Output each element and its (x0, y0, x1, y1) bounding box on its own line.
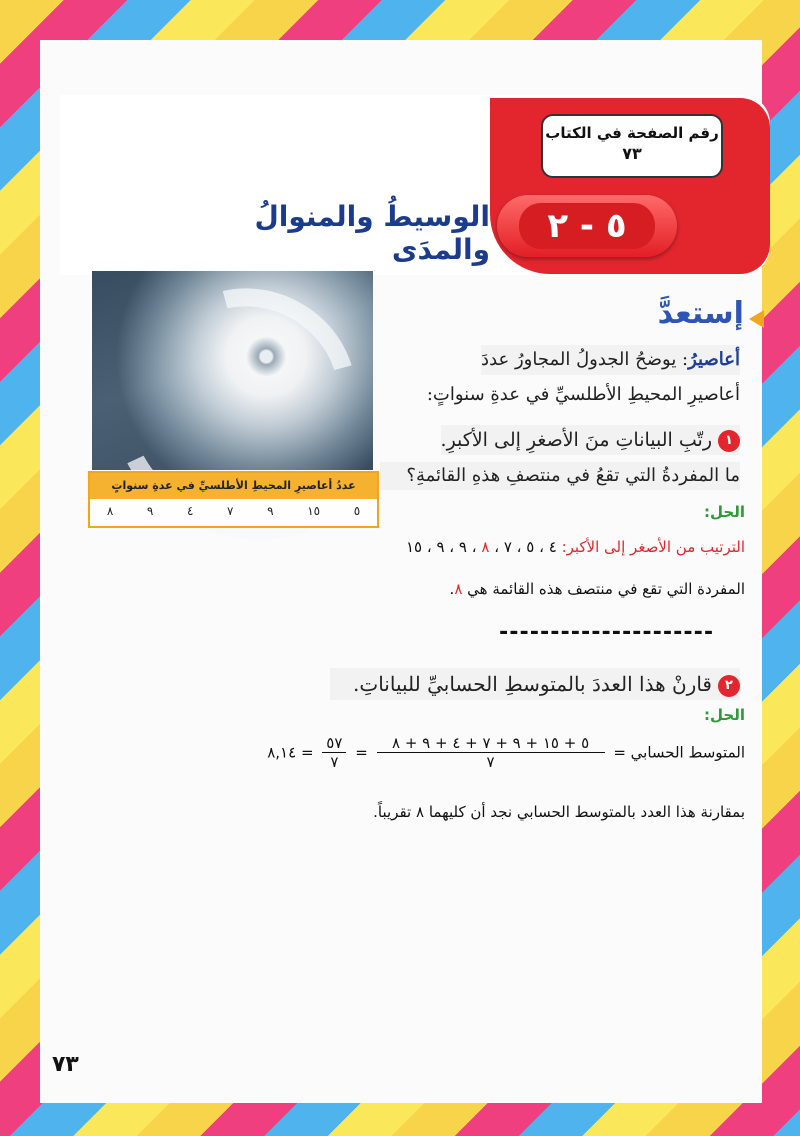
fraction-numerator: ٥ + ١٥ + ٩ + ٧ + ٤ + ٩ + ٨ (377, 734, 605, 753)
table-cell: ١٥ (307, 504, 321, 518)
page-number: ٧٣ (52, 1052, 79, 1077)
conclusion-text: بمقارنة هذا العدد بالمتوسط الحسابي نجد أن كليهما ٨ تقريباً. (373, 803, 745, 821)
intro-keyword: أعاصيرُ (688, 349, 740, 370)
intro-line-2: أعاصيرِ المحيطِ الأطلسيِّ في عدةِ سنواتٍ: (426, 384, 740, 405)
intro-sentence: : يوضحُ الجدولُ المجاورُ عددَ (481, 349, 689, 370)
book-page-number: ٧٣ (622, 144, 642, 163)
middle-value: ٨ (454, 580, 463, 598)
table-cell: ٩ (267, 504, 274, 518)
table-cell: ٧ (227, 504, 234, 518)
mean-result: ٨,١٤ (267, 743, 297, 762)
order-label: الترتيب من الأصغر إلى الأكبر: (561, 538, 745, 556)
triangle-icon (749, 310, 764, 328)
lesson-number-badge (497, 195, 677, 257)
solution-label: الحل: (704, 706, 745, 724)
ordered-after: ، ٩ ، ٩ ، ١٥ (405, 538, 482, 556)
table-title: عددُ أعاصيرِ المحيطِ الأطلسيِّ في عدةِ سنواتٍ (90, 473, 377, 499)
sum-numerator: ٥٧ (322, 734, 346, 753)
table-cell: ٤ (186, 504, 194, 518)
equals-sign: = (355, 743, 368, 762)
prepare-heading (600, 296, 770, 331)
table-cell: ٥ (353, 504, 361, 518)
intro-line-1 (481, 345, 740, 375)
question-1-number: ١ (718, 430, 740, 452)
book-page-label: رقم الصفحة في الكتاب (545, 124, 719, 142)
lesson-number: ٥ - ٢ (519, 203, 655, 249)
question-1-line-2: ما المفردةُ التي تقعُ في منتصفِ هذهِ القائمةِ؟ (380, 462, 740, 490)
table-cell: ٨ (106, 504, 114, 518)
mean-label: المتوسط الحسابي = (613, 743, 745, 762)
prepare-label: إستعدَّ (657, 296, 744, 331)
sum-denominator: ٧ (330, 753, 339, 771)
middle-end: . (449, 580, 455, 598)
ordered-before: ٤ ، ٥ ، ٧ ، (489, 538, 557, 556)
mean-equation (267, 734, 745, 771)
sum-fraction (322, 734, 346, 771)
table-cell: ٩ (146, 504, 154, 518)
hurricanes-table (88, 471, 379, 528)
equals-sign: = (300, 743, 314, 762)
ordered-list-line (406, 538, 745, 556)
separator-line: --------------------- (497, 620, 713, 645)
middle-text: المفردة التي تقع في منتصف هذه القائمة هي (462, 580, 745, 598)
table-row (90, 499, 377, 524)
lesson-title: الوسيطُ والمنوالُ والمدَى (254, 200, 490, 266)
question-2-line (330, 668, 740, 700)
question-1-text: رتّبِ البياناتِ منَ الأصغرِ إلى الأكبرِ. (440, 429, 712, 451)
fraction-denominator: ٧ (486, 753, 495, 771)
mean-fraction (377, 734, 605, 771)
hurricane-image (92, 271, 373, 470)
question-2-number: ٢ (718, 675, 740, 697)
book-page-box (541, 114, 723, 178)
question-1-line-1 (441, 425, 740, 455)
ordered-middle: ٨ (481, 538, 490, 556)
question-2-text: قارنْ هذا العددَ بالمتوسطِ الحسابيِّ للبياناتِ. (353, 672, 712, 696)
solution-label: الحل: (704, 503, 745, 521)
middle-value-line (450, 580, 745, 598)
